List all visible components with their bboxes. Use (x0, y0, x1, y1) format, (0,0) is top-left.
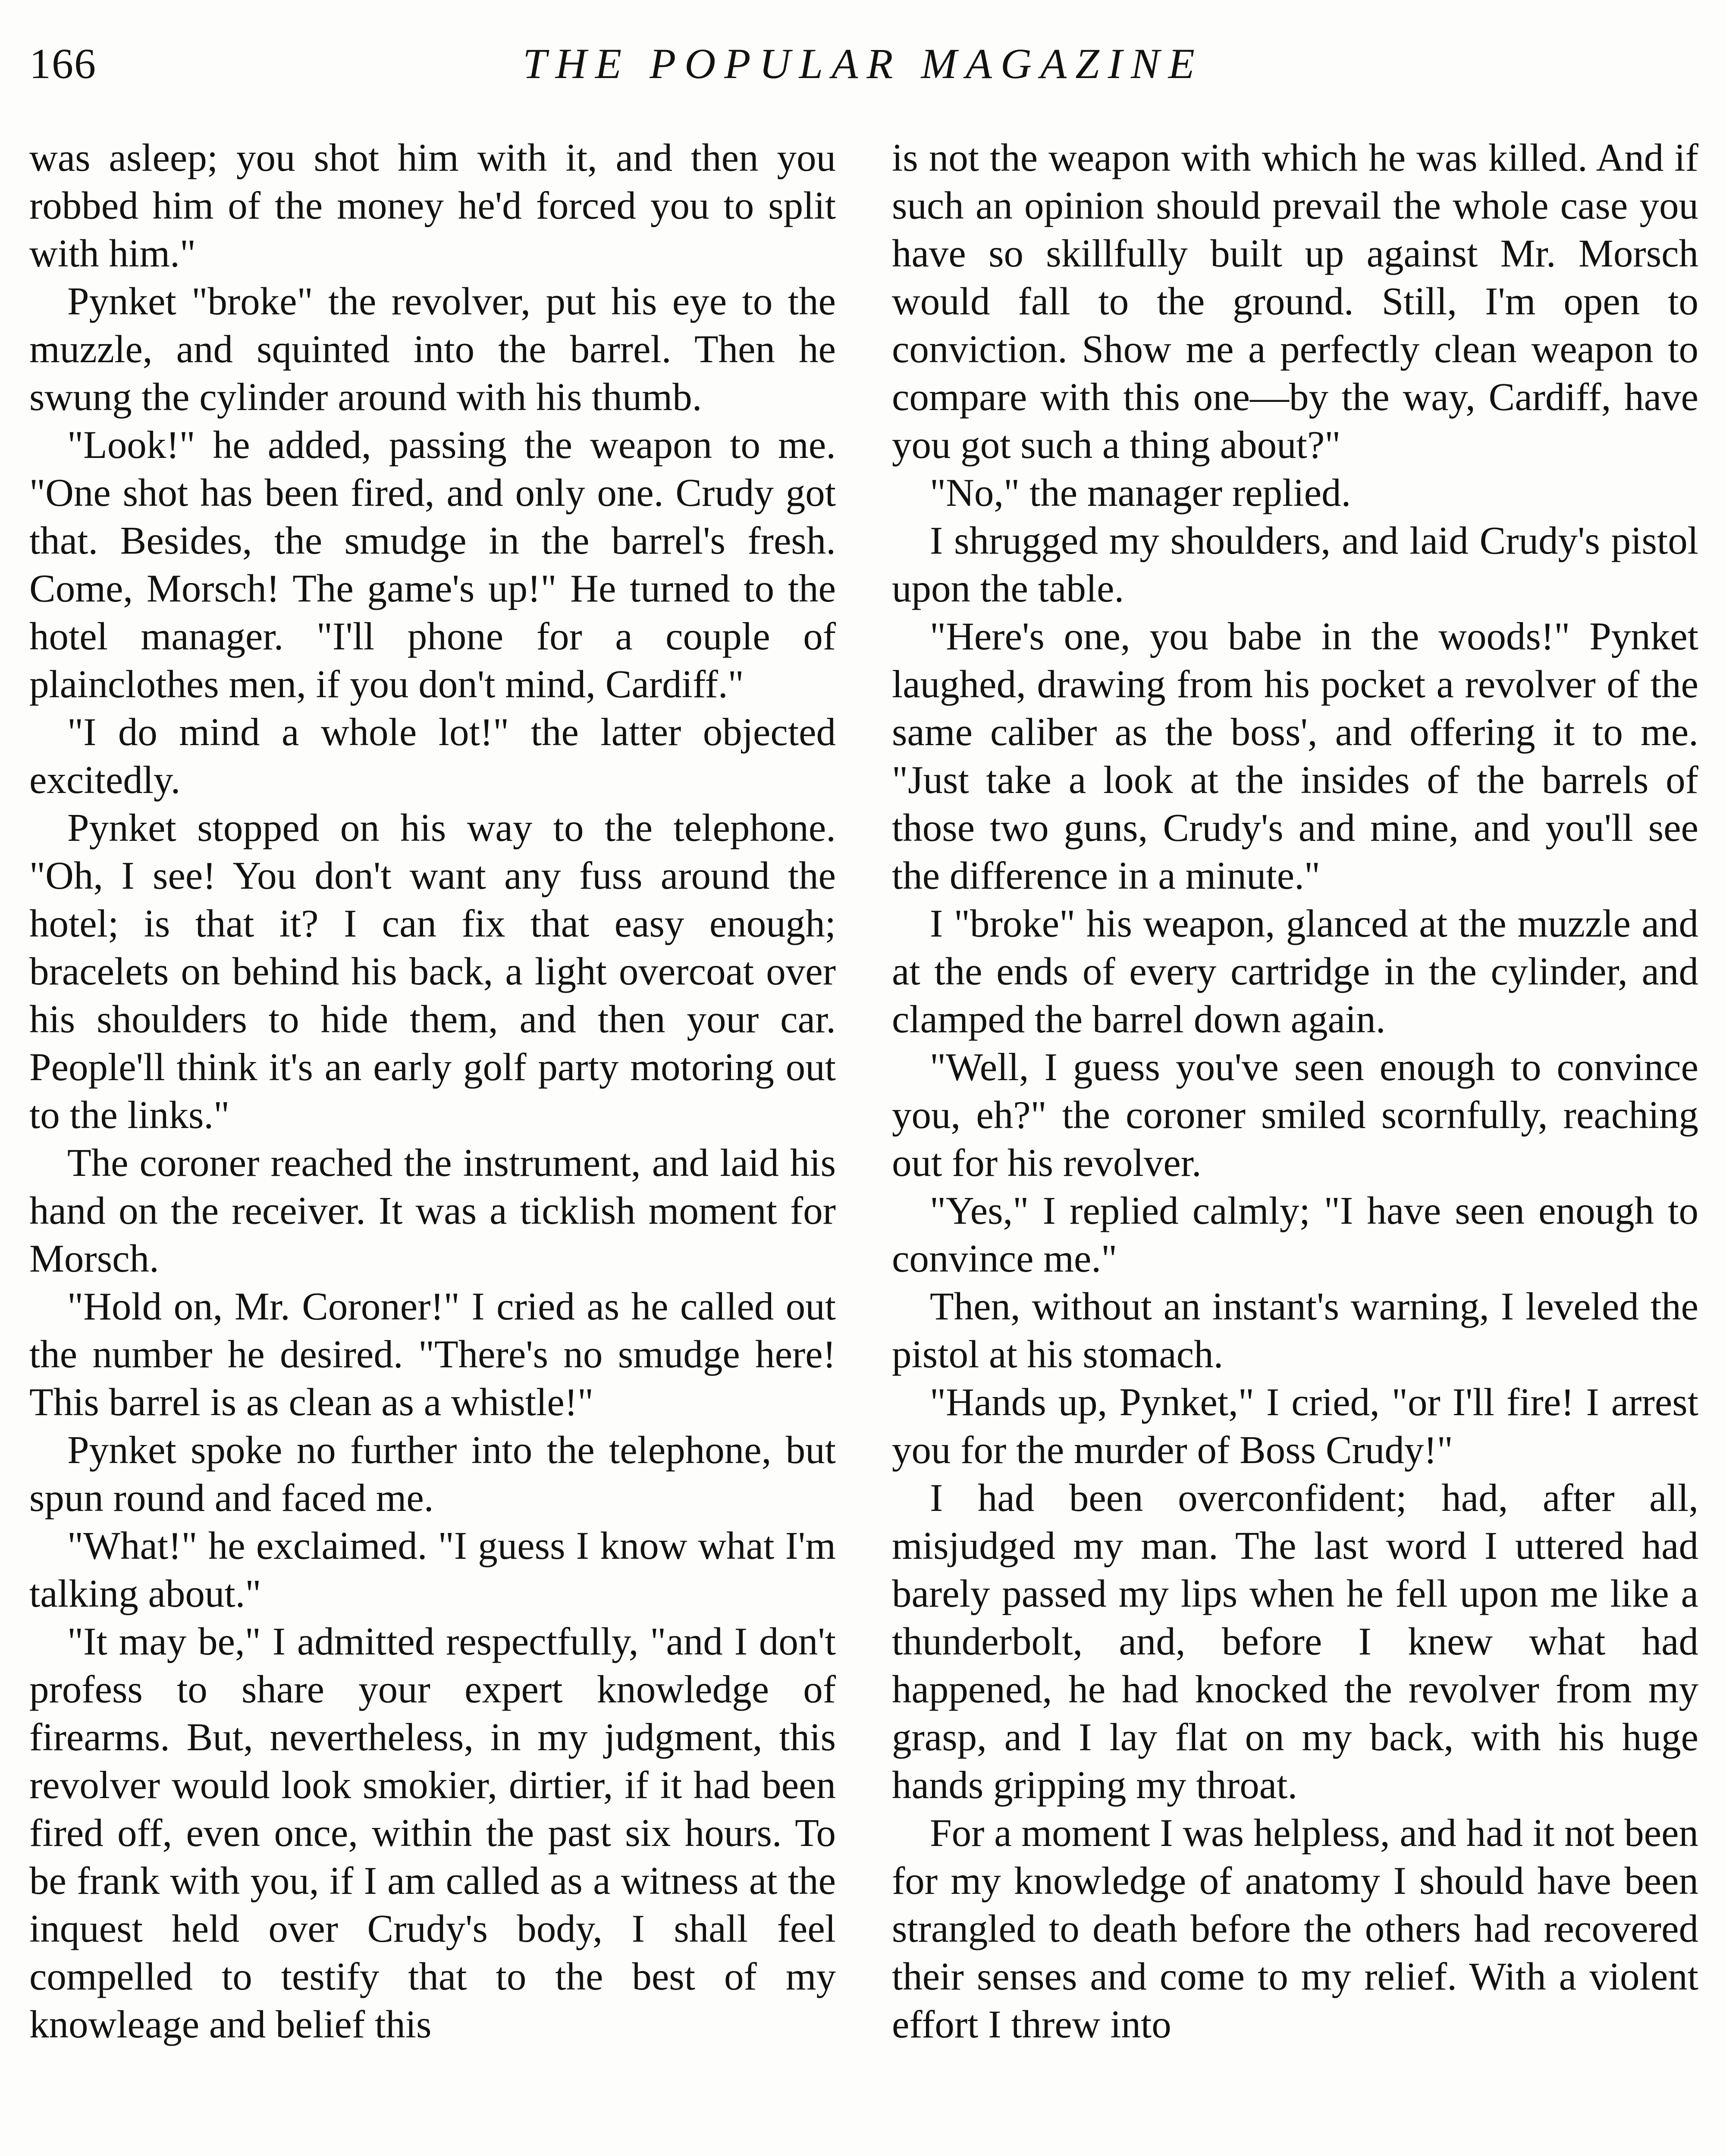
paragraph: I "broke" his weapon, glanced at the muzzle and at the ends of every cartridge in the cylinder, and clamped the barrel down again. (892, 902, 1698, 1041)
paragraph: Pynket stopped on his way to the telephone. "Oh, I see! You don't want any fuss around the hotel; is that it? I can fix that easy enough; bracelets on behind his back, a light overcoat over his shoulders to hide them, and then your car. People'll think it's an early golf party motoring out to the links." (29, 806, 836, 1137)
page-header (26, 34, 1700, 108)
paragraph: "It may be," I admitted respectfully, "and I don't profess to share your expert knowledge of firearms. But, nevertheless, in my judgment, this revolver would look smokier, dirtier, if it had been fired off, even once, within the past six hours. To be frank with you, if I am called as a witness at the inquest held over Crudy's body, I shall feel compelled to testify that to the best of my knowleage and belief this (29, 1620, 836, 2046)
paragraph: "No," the manager replied. (930, 471, 1351, 514)
paragraph: I had been overconfident; had, after all, misjudged my man. The last word I uttered had barely passed my lips when he fell upon me like a thunderbolt, and, before I knew what had happened, he had knocked the revolver from my grasp, and I lay flat on my back, with his huge hands gripping my throat. (892, 1476, 1698, 1807)
right-text-column (892, 134, 1698, 2156)
paragraph: Then, without an instant's warning, I leveled the pistol at his stomach. (892, 1285, 1698, 1376)
paragraph: For a moment I was helpless, and had it not been for my knowledge of anatomy I should have been strangled to death before the others had recovered their senses and come to my relief. With a violent effort I threw into (892, 1811, 1698, 2046)
paragraph: "What!" he exclaimed. "I guess I know what I'm talking about." (29, 1524, 836, 1615)
page-number: 166 (29, 40, 97, 88)
paragraph: I shrugged my shoulders, and laid Crudy's pistol upon the table. (892, 519, 1698, 610)
article-columns (29, 134, 1698, 2156)
paragraph: "Well, I guess you've seen enough to convince you, eh?" the coroner smiled scornfully, reaching out for his revolver. (892, 1045, 1698, 1185)
paragraph: was asleep; you shot him with it, and then you robbed him of the money he'd forced you to split with him." (29, 136, 836, 275)
paragraph: "Yes," I replied calmly; "I have seen enough to convince me." (892, 1189, 1698, 1280)
paragraph: is not the weapon with which he was killed. And if such an opinion should prevail the whole case you have so skillfully built up against Mr. Morsch would fall to the ground. Still, I'm open to conviction. Show me a perfectly clean weapon to compare with this one—by the way, Cardiff, have you got such a thing about?" (892, 136, 1698, 467)
paragraph: The coroner reached the instrument, and laid his hand on the receiver. It was a ticklish moment for Morsch. (29, 1141, 836, 1280)
paragraph: "I do mind a whole lot!" the latter objected excitedly. (29, 710, 836, 802)
paragraph: "Here's one, you babe in the woods!" Pynket laughed, drawing from his pocket a revolver of the same caliber as the boss', and offering it to me. "Just take a look at the insides of the barrels of those two guns, Crudy's and mine, and you'll see the difference in a minute." (892, 614, 1698, 897)
paragraph: "Hold on, Mr. Coroner!" I cried as he called out the number he desired. "There's no smudge here! This barrel is as clean as a whistle!" (29, 1285, 836, 1424)
paragraph: Pynket spoke no further into the telephone, but spun round and faced me. (29, 1428, 836, 1520)
paragraph: "Hands up, Pynket," I cried, "or I'll fire! I arrest you for the murder of Boss Crudy!" (892, 1380, 1698, 1472)
paragraph: "Look!" he added, passing the weapon to me. "One shot has been fired, and only one. Crudy got that. Besides, the smudge in the barrel's fresh. Come, Morsch! The game's up!" He turned to the hotel manager. "I'll phone for a couple of plainclothes men, if you don't mind, Cardiff." (29, 423, 836, 706)
running-head-title: THE POPULAR MAGAZINE (523, 40, 1203, 88)
paragraph: Pynket "broke" the revolver, put his eye to the muzzle, and squinted into the barrel. Then he swung the cylinder around with his thumb. (29, 279, 836, 419)
left-text-column (29, 134, 836, 2156)
